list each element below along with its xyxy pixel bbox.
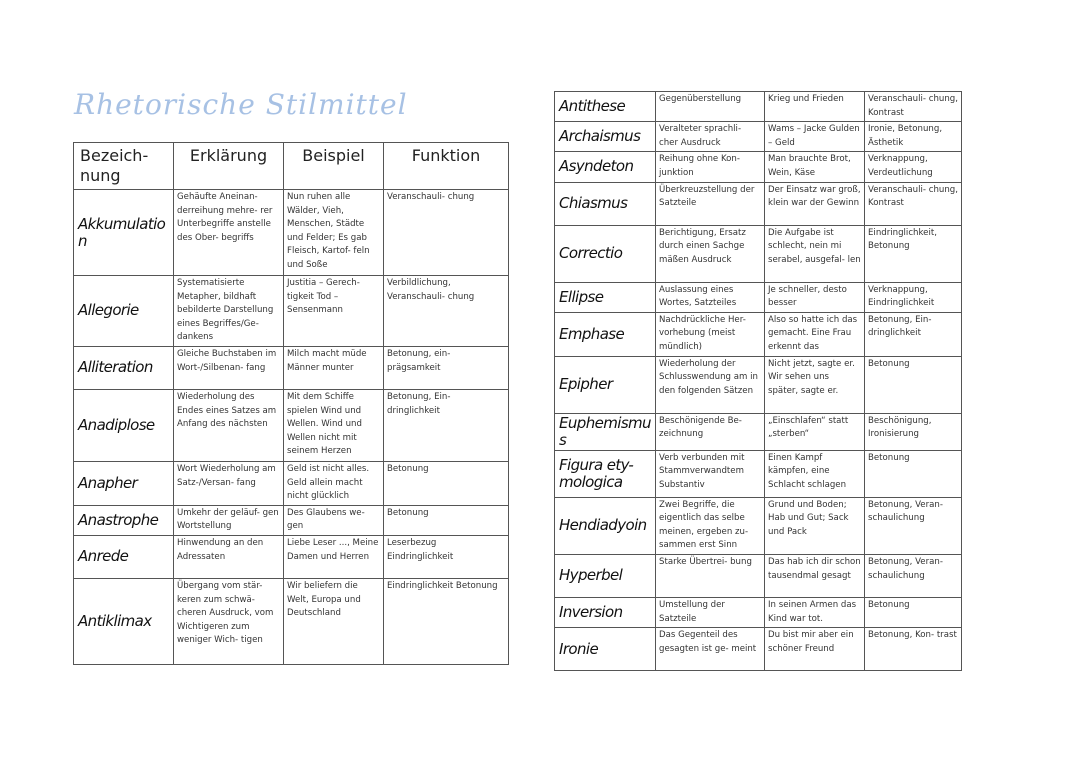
erklaerung-cell: Übergang vom stär- keren zum schwä- cheren Ausdruck, vom Wichtigeren zum weniger Wich- tigen <box>174 578 284 664</box>
erklaerung-cell: Überkreuzstellung der Satzteile <box>656 182 765 225</box>
beispiel-cell: „Einschlafen“ statt „sterben“ <box>765 413 865 450</box>
beispiel-cell: Die Aufgabe ist schlecht, nein mi serabel, ausgefal- len <box>765 225 865 282</box>
term-cell: Inversion <box>555 597 656 627</box>
header-funktion: Funktion <box>384 143 509 190</box>
term-cell: Akkumulation <box>74 190 174 276</box>
header-beispiel: Beispiel <box>284 143 384 190</box>
table-row <box>74 276 509 347</box>
funktion-cell: Betonung, Ein- dringlichkeit <box>384 389 509 461</box>
erklaerung-cell: Wort Wiederholung am Satz-/Versan- fang <box>174 461 284 505</box>
header-bezeichnung: Bezeich- nung <box>74 143 174 190</box>
funktion-cell: Eindringlichkeit Betonung <box>384 578 509 664</box>
right-table-body <box>555 92 962 671</box>
table-header-row <box>74 143 509 190</box>
erklaerung-cell: Systematisierte Metapher, bildhaft bebilderte Darstellung eines Begriffes/Ge- dankens <box>174 276 284 347</box>
term-cell: Ellipse <box>555 282 656 312</box>
table-row <box>555 182 962 225</box>
funktion-cell: Verknappung, Eindringlichkeit <box>865 282 962 312</box>
funktion-cell: Betonung <box>865 450 962 497</box>
erklaerung-cell: Gehäufte Aneinan- derreihung mehre- rer Unterbegriffe anstelle des Ober- begriffs <box>174 190 284 276</box>
table-row <box>74 389 509 461</box>
funktion-cell: Betonung <box>865 356 962 413</box>
term-cell: Archaismus <box>555 122 656 152</box>
beispiel-cell: Der Einsatz war groß, klein war der Gewinn <box>765 182 865 225</box>
beispiel-cell: Nun ruhen alle Wälder, Vieh, Menschen, Städte und Felder; Es gab Fleisch, Kartof- feln und Soße <box>284 190 384 276</box>
beispiel-cell: In seinen Armen das Kind war tot. <box>765 597 865 627</box>
funktion-cell: Verknappung, Verdeutlichung <box>865 152 962 182</box>
table-row <box>555 413 962 450</box>
term-cell: Anrede <box>74 535 174 578</box>
beispiel-cell: Wir beliefern die Welt, Europa und Deutschland <box>284 578 384 664</box>
page-title: Rhetorische Stilmittel <box>74 88 408 121</box>
term-cell: Anadiplose <box>74 389 174 461</box>
beispiel-cell: Also so hatte ich das gemacht. Eine Frau erkennt das <box>765 312 865 356</box>
term-cell: Hyperbel <box>555 554 656 597</box>
beispiel-cell: Grund und Boden; Hab und Gut; Sack und Pack <box>765 497 865 554</box>
erklaerung-cell: Zwei Begriffe, die eigentlich das selbe meinen, ergeben zu- sammen erst Sinn <box>656 497 765 554</box>
table-row <box>555 554 962 597</box>
beispiel-cell: Mit dem Schiffe spielen Wind und Wellen. Wind und Wellen nicht mit seinem Herzen <box>284 389 384 461</box>
table-row <box>555 497 962 554</box>
funktion-cell: Betonung <box>384 461 509 505</box>
beispiel-cell: Das hab ich dir schon tausendmal gesagt <box>765 554 865 597</box>
funktion-cell: Ironie, Betonung, Ästhetik <box>865 122 962 152</box>
funktion-cell: Betonung, Veran- schaulichung <box>865 554 962 597</box>
table-row <box>74 505 509 535</box>
erklaerung-cell: Wiederholung der Schlusswendung am in den folgenden Sätzen <box>656 356 765 413</box>
funktion-cell: Betonung <box>865 597 962 627</box>
beispiel-cell: Je schneller, desto besser <box>765 282 865 312</box>
erklaerung-cell: Umkehr der geläuf- gen Wortstellung <box>174 505 284 535</box>
funktion-cell: Verbildlichung, Veranschauli- chung <box>384 276 509 347</box>
table-row <box>74 461 509 505</box>
erklaerung-cell: Auslassung eines Wortes, Satzteiles <box>656 282 765 312</box>
term-cell: Epipher <box>555 356 656 413</box>
erklaerung-cell: Nachdrückliche Her- vorhebung (meist mündlich) <box>656 312 765 356</box>
term-cell: Anastrophe <box>74 505 174 535</box>
beispiel-cell: Des Glaubens we- gen <box>284 505 384 535</box>
funktion-cell: Betonung, ein- prägsamkeit <box>384 346 509 389</box>
beispiel-cell: Justitia – Gerech- tigkeit Tod – Sensenmann <box>284 276 384 347</box>
term-cell: Allegorie <box>74 276 174 347</box>
funktion-cell: Betonung, Ein- dringlichkeit <box>865 312 962 356</box>
term-cell: Ironie <box>555 628 656 671</box>
term-cell: Correctio <box>555 225 656 282</box>
erklaerung-cell: Gegenüberstellung <box>656 92 765 122</box>
left-stilmittel-table <box>73 142 509 665</box>
funktion-cell: Veranschauli- chung, Kontrast <box>865 182 962 225</box>
beispiel-cell: Nicht jetzt, sagte er. Wir sehen uns später, sagte er. <box>765 356 865 413</box>
erklaerung-cell: Starke Übertrei- bung <box>656 554 765 597</box>
header-erklaerung: Erklärung <box>174 143 284 190</box>
erklaerung-cell: Reihung ohne Kon- junktion <box>656 152 765 182</box>
beispiel-cell: Krieg und Frieden <box>765 92 865 122</box>
table-row <box>555 282 962 312</box>
table-row <box>555 312 962 356</box>
funktion-cell: Veranschauli- chung <box>384 190 509 276</box>
table-row <box>555 92 962 122</box>
term-cell: Emphase <box>555 312 656 356</box>
term-cell: Asyndeton <box>555 152 656 182</box>
erklaerung-cell: Wiederholung des Endes eines Satzes am Anfang des nächsten <box>174 389 284 461</box>
table-row <box>555 225 962 282</box>
erklaerung-cell: Berichtigung, Ersatz durch einen Sachge mäßen Ausdruck <box>656 225 765 282</box>
beispiel-cell: Einen Kampf kämpfen, eine Schlacht schlagen <box>765 450 865 497</box>
term-cell: Antiklimax <box>74 578 174 664</box>
funktion-cell: Leserbezug Eindringlichkeit <box>384 535 509 578</box>
table-row <box>555 597 962 627</box>
beispiel-cell: Liebe Leser ..., Meine Damen und Herren <box>284 535 384 578</box>
left-table-body <box>74 190 509 665</box>
erklaerung-cell: Veralteter sprachli- cher Ausdruck <box>656 122 765 152</box>
erklaerung-cell: Das Gegenteil des gesagten ist ge- meint <box>656 628 765 671</box>
table-row <box>555 122 962 152</box>
erklaerung-cell: Beschönigende Be- zeichnung <box>656 413 765 450</box>
term-cell: Figura ety- mologica <box>555 450 656 497</box>
beispiel-cell: Wams – Jacke Gulden – Geld <box>765 122 865 152</box>
term-cell: Euphemismus <box>555 413 656 450</box>
beispiel-cell: Man brauchte Brot, Wein, Käse <box>765 152 865 182</box>
funktion-cell: Betonung, Veran- schaulichung <box>865 497 962 554</box>
table-row <box>555 450 962 497</box>
term-cell: Hendiadyoin <box>555 497 656 554</box>
funktion-cell: Beschönigung, Ironisierung <box>865 413 962 450</box>
beispiel-cell: Milch macht müde Männer munter <box>284 346 384 389</box>
table-row <box>74 578 509 664</box>
table-row <box>74 346 509 389</box>
funktion-cell: Betonung, Kon- trast <box>865 628 962 671</box>
funktion-cell: Veranschauli- chung, Kontrast <box>865 92 962 122</box>
erklaerung-cell: Hinwendung an den Adressaten <box>174 535 284 578</box>
funktion-cell: Betonung <box>384 505 509 535</box>
erklaerung-cell: Umstellung der Satzteile <box>656 597 765 627</box>
table-row <box>74 190 509 276</box>
erklaerung-cell: Gleiche Buchstaben im Wort-/Silbenan- fang <box>174 346 284 389</box>
term-cell: Chiasmus <box>555 182 656 225</box>
erklaerung-cell: Verb verbunden mit Stammverwandtem Substantiv <box>656 450 765 497</box>
beispiel-cell: Du bist mir aber ein schöner Freund <box>765 628 865 671</box>
table-row <box>555 628 962 671</box>
term-cell: Anapher <box>74 461 174 505</box>
term-cell: Antithese <box>555 92 656 122</box>
table-row <box>555 356 962 413</box>
right-stilmittel-table <box>554 91 962 671</box>
term-cell: Alliteration <box>74 346 174 389</box>
funktion-cell: Eindringlichkeit, Betonung <box>865 225 962 282</box>
table-row <box>74 535 509 578</box>
table-row <box>555 152 962 182</box>
beispiel-cell: Geld ist nicht alles. Geld allein macht nicht glücklich <box>284 461 384 505</box>
